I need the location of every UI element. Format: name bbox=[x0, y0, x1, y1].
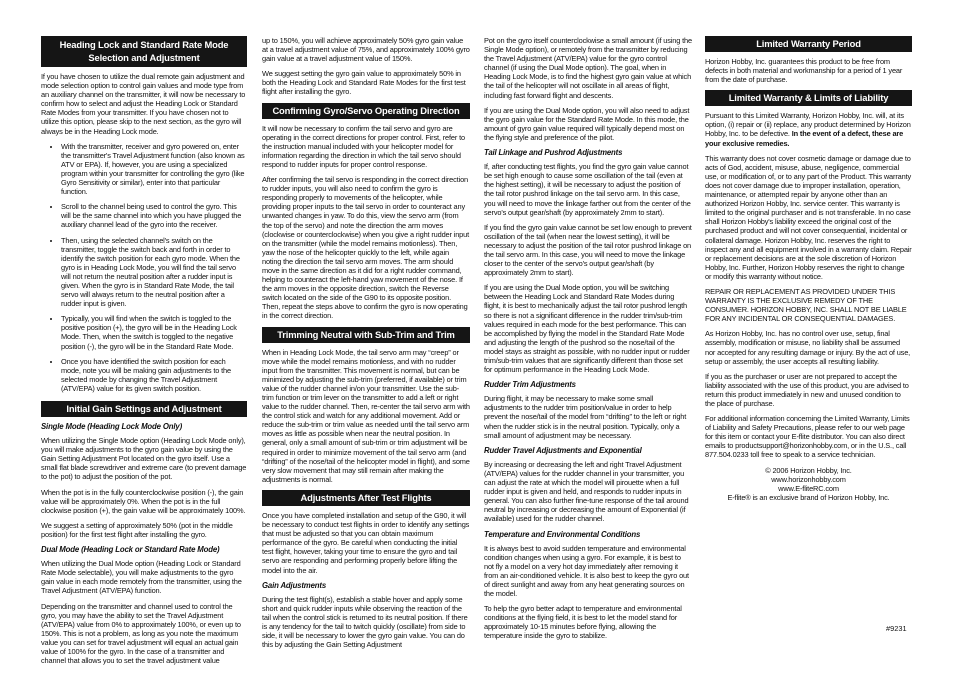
subheading-tail-linkage: Tail Linkage and Pushrod Adjustments bbox=[484, 148, 623, 158]
section-heading-warranty-period: Limited Warranty Period bbox=[705, 36, 912, 52]
page-number: #9231 bbox=[886, 624, 907, 633]
paragraph: We suggest setting the gyro gain value to approximately 50% in both the Heading Lock and Standard Rate Modes for the first test flight after installing the gyro. bbox=[262, 69, 466, 97]
list-item: • Once you have identified the switch position for each mode, note you will be making gain adjustments to the selected mode by changing the Travel Adjustment (ATV/EPA) value for its given switch position. bbox=[61, 357, 247, 393]
subheading-temperature: Temperature and Environmental Conditions bbox=[484, 529, 641, 539]
section-heading-initial-gain: Initial Gain Settings and Adjustment bbox=[41, 401, 247, 417]
paragraph: To help the gyro better adapt to temperature and environmental conditions at the flying field, it is best to let the model stand for approximately 10-15 minutes before flying, allowing the temperature inside the gyro to stabilize. bbox=[484, 604, 682, 641]
paragraph: Depending on the transmitter and channel used to control the gyro, you may have the ability to set the Travel Adjustment (ATV/EPA) value from 0% to approximately 100%, or even up to 150%. This is not a problem, as long as you note the maximum value you can set for travel adjustment will equal an actual gain value of 100% for the gyro. In the case of a transmitter and channel that allows you to set the travel adjustment value bbox=[41, 601, 241, 666]
exclusive-remedies-text: In the event of a defect, these are your exclusive remedies. bbox=[705, 129, 904, 148]
paragraph: During the test flight(s), establish a stable hover and apply some short and quick rudder inputs while observing the reaction of the tail when the control stick is returned to its neutral position. If there is any tendency for the tail to twitch quickly (oscillate) from side to side, it will be necessary to lower the gyro gain value. You can do this by adjusting the Gain Setting Adjustment bbox=[262, 594, 468, 650]
list-item: • With the transmitter, receiver and gyro powered on, enter the transmitter's Travel Adjustment function (also known as ATV or EPA). If, however, you are using a specialized program within your transmitter for controlling the gyro (like Gyro Sensitivity or similar), enter into that particular function. bbox=[61, 142, 247, 197]
list-item: • Then, using the selected channel's switch on the transmitter, toggle the switch back and forth in order to identify the switch position for each gyro mode. When the gyro is in Heading Lock Mode, you will find the tail servo will not return the neutral position after a rudder input is given. When the gyro is in Standard Rate Mode, the tail servo will always return to the neutral position after a rudder input is given. bbox=[61, 236, 247, 309]
list-item: • Typically, you will find when the switch is toggled to the positive position (+), the gyro will be in the Heading Lock Mode. Then, when the switch is toggled to the negative position (-), the gyro will be in the Standard Rate Mode. bbox=[61, 314, 247, 350]
paragraph: When utilizing the Dual Mode option (Heading Lock or Standard Rate Mode selectable), you will make adjustments to the gyro gain value in each mode remotely from the transmitter, using the Travel Adjustment (ATV/EPA) function. bbox=[41, 559, 242, 596]
website-link: www.E-fliteRC.com bbox=[778, 483, 839, 493]
list-item: • Scroll to the channel being used to control the gyro. This will be the same channel into which you have plugged the auxiliary channel lead of the gyro into the receiver. bbox=[61, 202, 247, 229]
copyright-line: © 2006 Horizon Hobby, Inc. bbox=[765, 465, 852, 475]
subheading-dual-mode: Dual Mode (Heading Lock or Standard Rate Mode) bbox=[41, 545, 220, 555]
section-heading-warranty-limits: Limited Warranty & Limits of Liability bbox=[705, 90, 912, 106]
warranty-text: Pursuant to this Limited Warranty, Horizon Hobby, Inc. will, at its option, (i) repair or (ii) replace, any product determined by Horizon Hobby, Inc. to be defective. bbox=[705, 111, 911, 139]
paragraph: Pot on the gyro itself counterclockwise a small amount (if using the Single Mode option), or remotely from the transmitter by reducing the Travel Adjustment (ATV/EPA) value for the gyro control channel (if using the Dual Mode option). The goal, when in Heading Lock Mode, is to find the highest gyro gain value at which the tail of the helicopter will not oscillate in all areas of flight, including fast forward flight and descents. bbox=[484, 36, 692, 100]
paragraph: If, after conducting test flights, you find the gyro gain value cannot be set high enough to cause some oscillation of the tail (even at the highest setting), it will be necessary to adjust the position of the tail rotor pushrod linkage on the tail servo arm. In this case, you will need to move the linkage farther out from the center of the servo's output gear/shaft (by approximately 2mm to start). bbox=[484, 162, 691, 217]
website-link: www.horizonhobby.com bbox=[771, 474, 846, 484]
section-heading-operating-direction: Confirming Gyro/Servo Operating Direction bbox=[262, 103, 470, 119]
paragraph: It is always best to avoid sudden temperature and environmental condition changes when using a gyro. For example, it is best to not fly a model on a very hot day immediately after removing it from an air-conditioned vehicle. It is also best to keep the gyro out of direct sunlight and away from any heat generating sources on the model. bbox=[484, 543, 689, 599]
paragraph: As Horizon Hobby, Inc. has no control over use, setup, final assembly, modification or misuse, no liability shall be assumed nor accepted for any resulting damage or injury. By the act of use, setup or assembly, the user accepts all resulting liability. bbox=[705, 329, 911, 366]
paragraph: Once you have completed installation and setup of the G90, it will be necessary to conduct test flights in order to identify any settings that must be adjusted so that you can obtain maximum performance of the gyro. Be careful when conducting the initial test flight, however, taking your time to ensure the gyro and tail servo are responding and performing properly before lifting the model into the air. bbox=[262, 510, 470, 575]
paragraph: For additional information concerning the Limited Warranty, Limits of Liability and Safety Precautions, please refer to our web page for this item or contact your E-flite distributor. You can also direct emails to productsupport@horizonhobby.com, or in the U.S., call 877.504.0233 toll free to speak to a service technician. bbox=[705, 414, 910, 460]
paragraph: If you find the gyro gain value cannot be set low enough to prevent oscillation of the tail (when near the lowest setting), it will be necessary to adjust the position of the tail rotor pushrod linkage on the tail servo arm. In this case, you will need to move the linkage closer to the center of the servo's output gear/shaft (by approximately 2mm to start). bbox=[484, 222, 692, 278]
paragraph: This warranty does not cover cosmetic damage or damage due to acts of God, accident, misuse, abuse, negligence, commercial use, or modification of, or to any part of the Product. This warranty does not cover damage due to improper installation, operation, maintenance, or attempted repair by anyone other than an authorized Horizon Hobby, Inc. service center. This warranty is limited to the original purchaser and is not transferable. In no case shall Horizon Hobby's liability exceed the original cost of the purchased product and will not cover consequential, incidental or collateral damage. Horizon Hobby, Inc. reserves the right to inspect any and all equipment involved in a warranty claim. Repair or replacement decisions are at the sole discretion of Horizon Hobby, Inc. Further, Horizon Hobby reserves the right to change or modify this warranty without notice. bbox=[705, 153, 912, 281]
column-2 bbox=[262, 36, 470, 655]
column-1 bbox=[41, 36, 247, 671]
paragraph: up to 150%, you will achieve approximately 50% gyro gain value at a travel adjustment value of 75%, and approximately 100% gyro gain value at a travel adjustment value of 150%. bbox=[262, 36, 470, 64]
brand-line: E-flite® is an exclusive brand of Horizon Hobby, Inc. bbox=[727, 492, 890, 502]
column-3 bbox=[484, 36, 692, 647]
paragraph: If you as the purchaser or user are not prepared to accept the liability associated with the use of this product, you are advised to return this product immediately in new and unused condition to the place of purchase. bbox=[705, 371, 909, 408]
section-heading-adjustments-after-test: Adjustments After Test Flights bbox=[262, 490, 470, 506]
paragraph: When the pot is in the fully counterclockwise position (-), the gain value will be approximately 0%. When the pot is in the full clockwise position (+), the gain value will be approximately 100%. bbox=[41, 487, 246, 515]
paragraph: REPAIR OR REPLACEMENT AS PROVIDED UNDER THIS WARRANTY IS THE EXCLUSIVE REMEDY OF THE CONSUMER. HORIZON HOBBY, INC. SHALL NOT BE LIABLE FOR ANY INCIDENTAL OR CONSEQUENTIAL DAMAGES. bbox=[705, 286, 907, 324]
paragraph: When in Heading Lock Mode, the tail servo arm may “creep” or move while the model remains motionless, and with no rudder input from the transmitter. This movement is normal, but can be minimized by adjusting the sub-trim (preferred, if available) or trim value of the rudder channel in/on your transmitter. Use the sub-trim function or trim lever on the transmitter to add a left or right value to the rudder channel. Then, re-center the tail servo arm with the control stick and watch for any additional movement. Add or reduce the sub-trim or trim value as needed until the tail servo arm moves as little as possible when near the neutral position. In general, only a small amount of sub-trim or trim adjustment will be required in order to minimize movement of the tail servo arm (and “drifting” of the nose/tail of the helicopter model in flight), and some very slow movement that may still remain after making the adjustments is normal. bbox=[262, 347, 470, 484]
paragraph: After confirming the tail servo is responding in the correct direction to rudder inputs, you will also need to confirm the gyro is responding properly to movements of the helicopter, while providing proper inputs to the tail servo in order to counteract any unwanted changes in yaw. To do this, view the servo arm (from the top of the servo) and note the direction the arm moves (clockwise or counterclockwise) when you give a right rudder input on the transmitter (while the model remains motionless). Then, yaw the nose of the helicopter quickly to the left, while again noting the direction the tail servo arm moves. The arm should move in the same direction as it did for a right rudder command, helping to counteract the left-hand yaw movement of the nose. If the arm moves in the opposite direction, switch the Reverse switch located on the side of the G90 to its opposite position. Then, repeat the steps above to confirm the gyro is now operating in the correct direction. bbox=[262, 175, 469, 321]
subheading-gain-adjustments: Gain Adjustments bbox=[262, 580, 327, 590]
intro-paragraph: If you have chosen to utilize the dual remote gain adjustment and mode selection option to control gain values and mode type from an auxiliary channel on the transmitter, it will now be necessary to confirm how to select and adjust the Heading Lock or Standard Rate Modes from your transmitter. If you have chosen not to utilize this option, please skip to the next section, as the gyro will always be in the Heading Lock mode. bbox=[41, 72, 246, 136]
section-heading-trimming-neutral: Trimming Neutral with Sub-Trim and Trim bbox=[262, 327, 470, 343]
paragraph: We suggest a setting of approximately 50% (pot in the middle position) for the first test flight after installing the gyro. bbox=[41, 520, 233, 539]
copyright-footer bbox=[705, 466, 912, 502]
subheading-rudder-trim: Rudder Trim Adjustments bbox=[484, 380, 576, 390]
subheading-rudder-travel: Rudder Travel Adjustments and Exponential bbox=[484, 445, 642, 455]
warranty-paragraph bbox=[705, 111, 912, 147]
paragraph: When utilizing the Single Mode option (Heading Lock Mode only), you will make adjustments to the gyro gain value by using the Gain Setting Adjustment Pot located on the gyro itself. Use a small flat blade screwdriver and extreme care (to prevent damage to the pot) to adjust the position of the pot. bbox=[41, 436, 247, 482]
paragraph: Horizon Hobby, Inc. guarantees this product to be free from defects in both material and workmanship for a period of 1 year from the date of purchase. bbox=[705, 57, 903, 85]
paragraph: If you are using the Dual Mode option, you will be switching between the Heading Lock and Standard Rate Modes during flight, it is best to mechanically adjust the tail rotor pushrod length so there is not a significant difference in the rudder trim/sub-trim values required in each mode for the best performance. This can be accomplished by flying the model in the Standard Rate Mode and adjusting the length of the pushrod so the nose/tail of the model stays as straight as possible, with no rudder input or rudder trim/sub-trim values that are significantly different than those set for optimum performance in the Heading Lock Mode. bbox=[484, 283, 690, 375]
section-heading-heading-lock: Heading Lock and Standard Rate Mode Selection and Adjustment bbox=[41, 36, 247, 67]
paragraph: It will now be necessary to confirm the tail servo and gyro are operating in the correct directions for proper control. First, refer to the instruction manual included with your helicopter model for information regarding the direction in which the tail servo should respond to rudder inputs for proper control response. bbox=[262, 123, 465, 169]
column-4 bbox=[705, 36, 912, 502]
paragraph: If you are using the Dual Mode option, you will also need to adjust the gyro gain value for the Standard Rate Mode. In this mode, the amount of gyro gain value required will typically depend most on the flying style and preference of the pilot. bbox=[484, 105, 690, 142]
paragraph: During flight, it may be necessary to make some small adjustments to the rudder trim position/value in order to help prevent the nose/tail of the model from “drifting” to the left or right when the rudder stick is in the neutral position. Typically, only a small amount of adjustment may be necessary. bbox=[484, 394, 687, 440]
paragraph: By increasing or decreasing the left and right Travel Adjustment (ATV/EPA) values for the rudder channel in your transmitter, you can adjust the rate at which the model will pirouette when a full rudder input is given and held, and responds to rudder inputs in general. You can also further fine-tune response of the tail around neutral by increasing or decreasing the amount of Exponential (if available) used for the rudder channel. bbox=[484, 459, 689, 524]
subheading-single-mode: Single Mode (Heading Lock Mode Only) bbox=[41, 422, 183, 431]
mode-setup-list bbox=[41, 142, 247, 393]
